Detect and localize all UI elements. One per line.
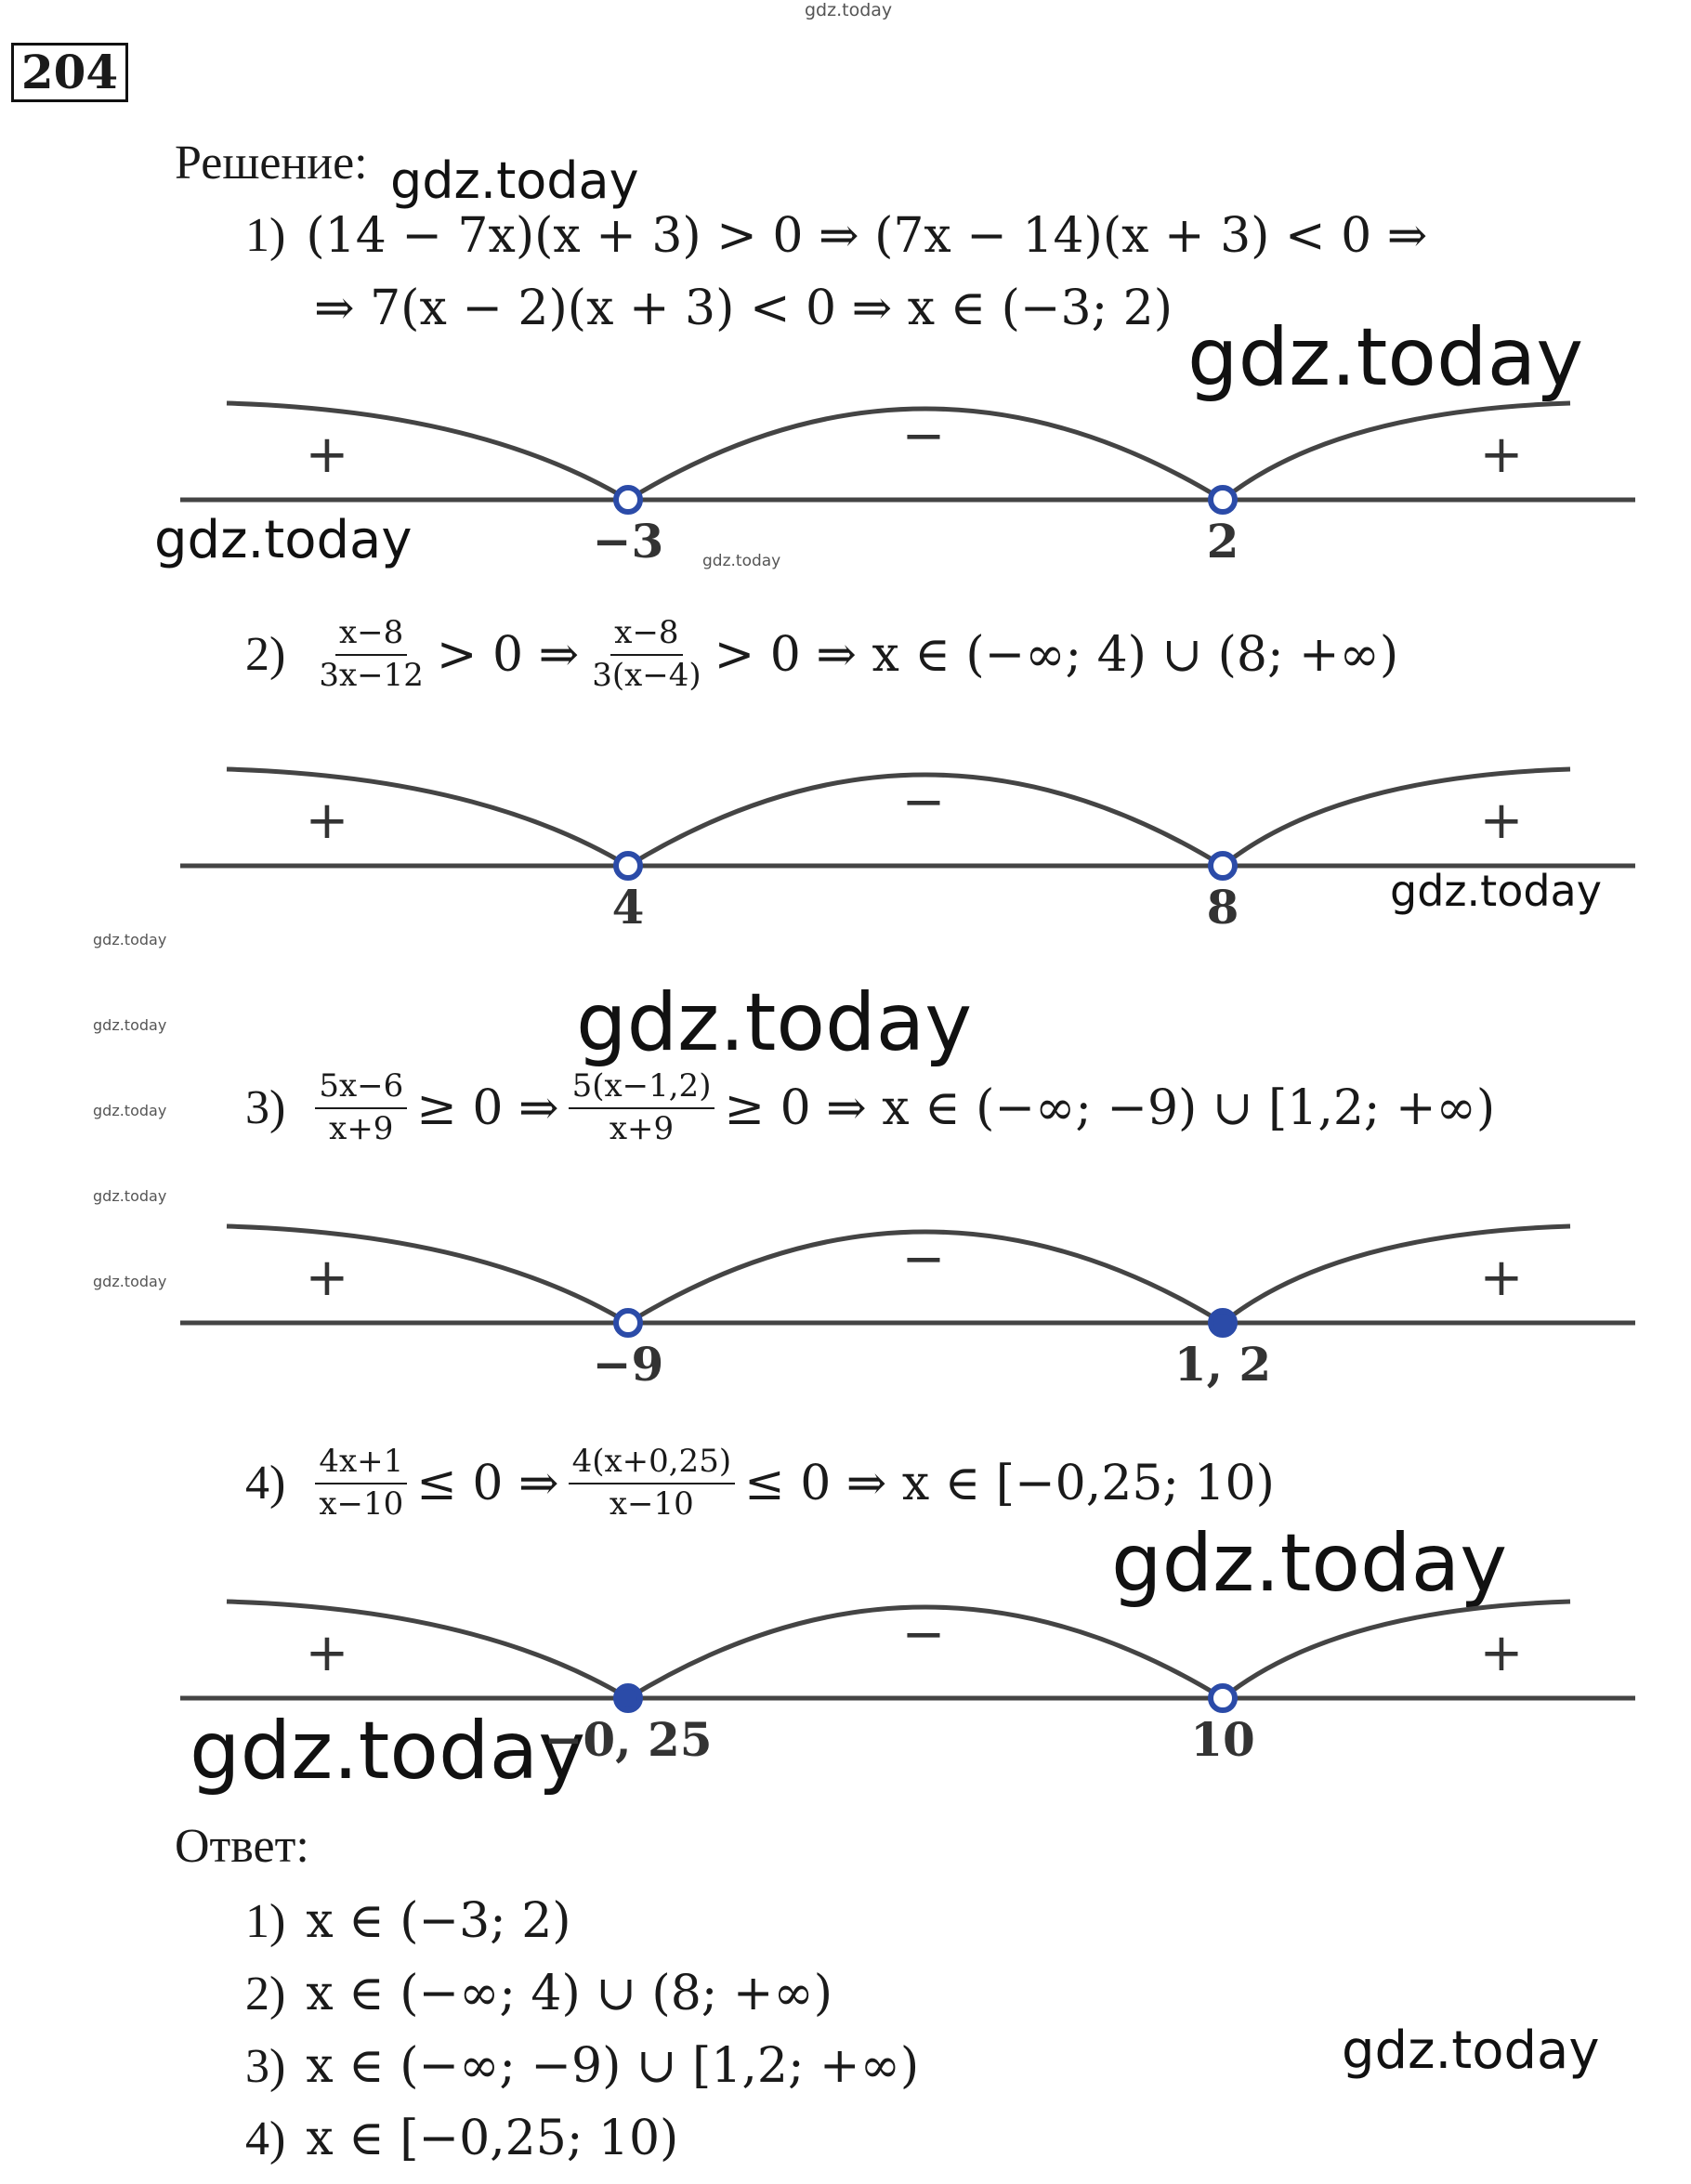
- watermark: gdz.today: [93, 931, 167, 948]
- point-label: −3: [592, 514, 664, 569]
- plus-sign: +: [1479, 791, 1524, 851]
- fraction-numerator: x−8: [335, 617, 407, 656]
- watermark: gdz.today: [1342, 2021, 1600, 2081]
- solution-heading: Решение:: [175, 137, 368, 190]
- answer-2: [245, 1966, 833, 2021]
- relation: ≥ 0 ⇒: [416, 1079, 559, 1136]
- relation: ≤ 0 ⇒: [416, 1455, 559, 1511]
- problem-expression: (14 − 7x)(x + 3) > 0 ⇒ (7x − 14)(x + 3) < 0 ⇒: [306, 208, 1428, 264]
- open-point: [616, 1311, 640, 1335]
- watermark: gdz.today: [93, 1187, 167, 1205]
- number-line-2: [0, 747, 1691, 933]
- answer-text: x ∈ [−0,25; 10): [306, 2111, 679, 2166]
- number-line-1: [0, 381, 1691, 570]
- answer-4: [245, 2111, 679, 2166]
- answer-text: x ∈ (−3; 2): [306, 1893, 571, 1949]
- open-point: [616, 854, 640, 878]
- fraction: [588, 614, 704, 694]
- watermark: gdz.today: [93, 1016, 167, 1034]
- relation: ≥ 0 ⇒ x ∈ (−∞; −9) ∪ [1,2; +∞): [724, 1079, 1496, 1136]
- answer-heading: Ответ:: [175, 1820, 309, 1873]
- fraction-numerator: 4x+1: [315, 1445, 407, 1484]
- problem-expression: ⇒ 7(x − 2)(x + 3) < 0 ⇒ x ∈ (−3; 2): [314, 281, 1173, 336]
- fraction-denominator: 3(x−4): [592, 656, 701, 694]
- filled-point: [616, 1686, 640, 1710]
- point-label: −9: [592, 1337, 664, 1392]
- plus-sign: +: [305, 1623, 349, 1683]
- watermark: gdz.today: [1390, 866, 1602, 916]
- task-number: 204: [20, 45, 119, 99]
- fraction-numerator: 4(x+0,25): [569, 1445, 736, 1484]
- watermark: gdz.today: [805, 0, 893, 20]
- point-label: 8: [1206, 880, 1239, 935]
- open-point: [1211, 488, 1235, 512]
- fraction: [569, 1067, 715, 1147]
- fraction-denominator: x−10: [609, 1484, 694, 1523]
- problem-3-line: [245, 1067, 1496, 1147]
- plus-sign: +: [1479, 1248, 1524, 1308]
- problem-number: 1): [245, 209, 286, 262]
- fraction-denominator: 3x−12: [319, 656, 424, 694]
- minus-sign: −: [901, 1604, 946, 1665]
- answer-text: x ∈ (−∞; 4) ∪ (8; +∞): [306, 1966, 833, 2021]
- problem-1-line-2: [314, 281, 1173, 336]
- watermark: gdz.today: [93, 1102, 167, 1119]
- plus-sign: +: [1479, 425, 1524, 485]
- problem-4-line: [245, 1445, 1275, 1521]
- point-label: 2: [1206, 514, 1239, 569]
- relation: > 0 ⇒ x ∈ (−∞; 4) ∪ (8; +∞): [714, 626, 1399, 683]
- point-label: 10: [1190, 1712, 1255, 1767]
- plus-sign: +: [305, 425, 349, 485]
- watermark: gdz.today: [1111, 1517, 1508, 1610]
- task-number-box: [11, 43, 128, 102]
- filled-point: [1211, 1311, 1235, 1335]
- plus-sign: +: [305, 791, 349, 851]
- minus-sign: −: [901, 406, 946, 466]
- watermark: gdz.today: [154, 510, 413, 570]
- fraction-numerator: 5x−6: [315, 1070, 407, 1109]
- answer-number: 1): [245, 1895, 286, 1948]
- fraction-denominator: x+9: [609, 1109, 675, 1147]
- fraction-numerator: 5(x−1,2): [569, 1070, 715, 1109]
- watermark: gdz.today: [702, 552, 781, 570]
- fraction-numerator: x−8: [610, 617, 682, 656]
- watermark: gdz.today: [190, 1705, 586, 1798]
- plus-sign: +: [305, 1248, 349, 1308]
- fraction: [315, 1067, 407, 1147]
- fraction-denominator: x−10: [319, 1484, 404, 1523]
- minus-sign: −: [901, 1229, 946, 1289]
- problem-number: 2): [245, 627, 286, 681]
- plus-sign: +: [1479, 1623, 1524, 1683]
- relation: ≤ 0 ⇒ x ∈ [−0,25; 10): [744, 1455, 1275, 1511]
- fraction: [315, 614, 427, 694]
- problem-2-line: [245, 614, 1399, 694]
- point-label: 4: [611, 880, 645, 935]
- watermark: gdz.today: [576, 976, 973, 1069]
- number-line-4: [0, 1579, 1691, 1765]
- sign-arc: [227, 769, 628, 866]
- answer-number: 4): [245, 2112, 286, 2165]
- point-label: 1, 2: [1173, 1337, 1272, 1392]
- problem-1-line-1: [245, 208, 1428, 264]
- sign-arc: [227, 1602, 628, 1698]
- watermark: gdz.today: [1187, 311, 1584, 404]
- answer-number: 3): [245, 2040, 286, 2093]
- watermark: gdz.today: [93, 1273, 167, 1290]
- fraction: [569, 1445, 736, 1521]
- fraction-denominator: x+9: [329, 1109, 394, 1147]
- open-point: [1211, 854, 1235, 878]
- open-point: [616, 488, 640, 512]
- open-point: [1211, 1686, 1235, 1710]
- minus-sign: −: [901, 772, 946, 832]
- problem-number: 4): [245, 1456, 286, 1510]
- answer-number: 2): [245, 1968, 286, 2021]
- answer-1: [245, 1893, 571, 1949]
- sign-arc: [227, 403, 628, 500]
- answer-3: [245, 2038, 920, 2094]
- point-label: −0, 25: [544, 1712, 713, 1767]
- watermark: gdz.today: [390, 151, 639, 210]
- number-line-3: [0, 1204, 1691, 1390]
- sign-arc: [227, 1226, 628, 1323]
- problem-number: 3): [245, 1080, 286, 1134]
- fraction: [315, 1445, 407, 1521]
- relation: > 0 ⇒: [436, 626, 580, 683]
- answer-text: x ∈ (−∞; −9) ∪ [1,2; +∞): [306, 2038, 920, 2094]
